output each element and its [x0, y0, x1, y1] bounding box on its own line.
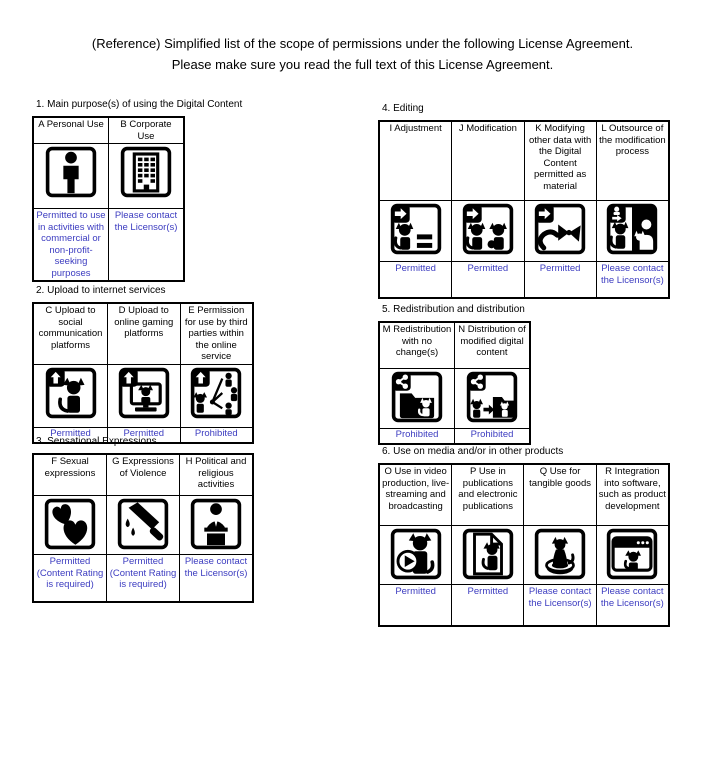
cell-icon-k: [524, 201, 596, 262]
cell-status-m: Prohibited: [379, 429, 455, 445]
document-title-line-2: Please make sure you read the full text of this License Agreement.: [171, 57, 554, 72]
permissions-table-4: [378, 120, 670, 299]
permissions-table-5: [378, 321, 531, 445]
modify-material-icon: [527, 202, 594, 256]
redistribute-folder-icon: [382, 370, 452, 424]
cell-status-a: Permitted to use in activities with commercial or non-profit-seeking purposes: [33, 209, 109, 282]
podium-icon: [182, 497, 250, 551]
section-2: [32, 285, 254, 444]
cell-status-g: Permitted (Content Rating is required): [107, 555, 180, 603]
cell-header-k: K Modifying other data with the Digital Content permitted as material: [524, 121, 596, 201]
cell-header-l: L Outsource of the modification process: [596, 121, 669, 201]
upload-third-party-icon: [183, 366, 251, 420]
cell-status-r: Please contact the Licensor(s): [596, 585, 669, 627]
permissions-table-1: [32, 116, 185, 282]
cell-header-a: A Personal Use: [33, 117, 109, 144]
cell-icon-e: [180, 364, 253, 427]
cell-icon-g: [107, 496, 180, 555]
section-5-heading: 5. Redistribution and distribution: [382, 304, 525, 315]
cell-icon-b: [109, 144, 185, 209]
cell-icon-i: [379, 201, 452, 262]
outsource-icon: [599, 202, 666, 256]
cell-status-h: Please contact the Licensor(s): [180, 555, 254, 603]
upload-cat-icon: [36, 366, 105, 420]
cell-status-i: Permitted: [379, 262, 452, 299]
cell-icon-p: [452, 526, 524, 585]
cell-header-q: Q Use for tangible goods: [524, 464, 596, 526]
tangible-goods-icon: [526, 527, 593, 581]
cell-icon-o: [379, 526, 452, 585]
section-1: [32, 99, 254, 282]
cell-header-c: C Upload to social communication platforms: [33, 303, 108, 364]
cell-header-p: P Use in publications and electronic publications: [452, 464, 524, 526]
cell-icon-r: [596, 526, 669, 585]
software-integration-icon: [599, 527, 666, 581]
permissions-table-3: [32, 453, 254, 603]
hearts-icon: [36, 497, 104, 551]
cell-status-e: Prohibited: [180, 427, 253, 443]
cell-header-m: M Redistribution with no change(s): [379, 322, 455, 369]
cell-header-g: G Expressions of Violence: [107, 454, 180, 496]
section-4-heading: 4. Editing: [382, 103, 424, 114]
cell-header-r: R Integration into software, such as product development: [596, 464, 669, 526]
cell-icon-j: [452, 201, 524, 262]
section-6-heading: 6. Use on media and/or in other products: [382, 446, 564, 457]
cell-status-j: Permitted: [452, 262, 524, 299]
cell-icon-n: [455, 369, 531, 429]
section-1-heading: 1. Main purpose(s) of using the Digital Content: [36, 99, 243, 110]
cell-status-n: Prohibited: [455, 429, 531, 445]
cell-status-b: Please contact the Licensor(s): [109, 209, 185, 282]
cell-status-o: Permitted: [379, 585, 452, 627]
cell-header-h: H Political and religious activities: [180, 454, 254, 496]
cell-icon-d: [108, 364, 180, 427]
permissions-table-2: [32, 302, 254, 444]
cell-status-p: Permitted: [452, 585, 524, 627]
cell-header-i: I Adjustment: [379, 121, 452, 201]
cell-icon-a: [33, 144, 109, 209]
cell-status-d: Permitted: [108, 427, 180, 443]
cell-status-f: Permitted (Content Rating is required): [33, 555, 107, 603]
cell-status-l: Please contact the Licensor(s): [596, 262, 669, 299]
permissions-table-6: [378, 463, 670, 627]
cell-header-e: E Permission for use by third parties within the online service: [180, 303, 253, 364]
upload-gaming-icon: [110, 366, 177, 420]
knife-icon: [109, 497, 177, 551]
person-icon: [36, 145, 106, 199]
cell-icon-f: [33, 496, 107, 555]
modify-cats-icon: [454, 202, 521, 256]
cell-icon-c: [33, 364, 108, 427]
section-3: [32, 436, 254, 603]
document-title: [0, 33, 725, 75]
cell-icon-h: [180, 496, 254, 555]
cell-status-k: Permitted: [524, 262, 596, 299]
cell-header-o: O Use in video production, live-streaming and broadcasting: [379, 464, 452, 526]
cell-icon-l: [596, 201, 669, 262]
building-icon: [111, 145, 181, 199]
adjust-equal-icon: [382, 202, 449, 256]
section-3-heading: 3. Sensational Expressions: [36, 436, 157, 447]
document-title-line-1: (Reference) Simplified list of the scope of permissions under the following License Agreement.: [91, 36, 634, 51]
section-4: [378, 103, 670, 299]
cell-status-q: Please contact the Licensor(s): [524, 585, 596, 627]
cell-header-j: J Modification: [452, 121, 524, 201]
section-6: [378, 446, 670, 627]
cell-header-f: F Sexual expressions: [33, 454, 107, 496]
cell-header-b: B Corporate Use: [109, 117, 185, 144]
section-5: [378, 304, 670, 445]
distribute-modified-icon: [457, 370, 527, 424]
cell-status-c: Permitted: [33, 427, 108, 443]
publication-icon: [454, 527, 521, 581]
cell-icon-q: [524, 526, 596, 585]
cell-header-d: D Upload to online gaming platforms: [108, 303, 180, 364]
section-2-heading: 2. Upload to internet services: [36, 285, 166, 296]
video-production-icon: [382, 527, 449, 581]
cell-icon-m: [379, 369, 455, 429]
cell-header-n: N Distribution of modified digital content: [455, 322, 531, 369]
